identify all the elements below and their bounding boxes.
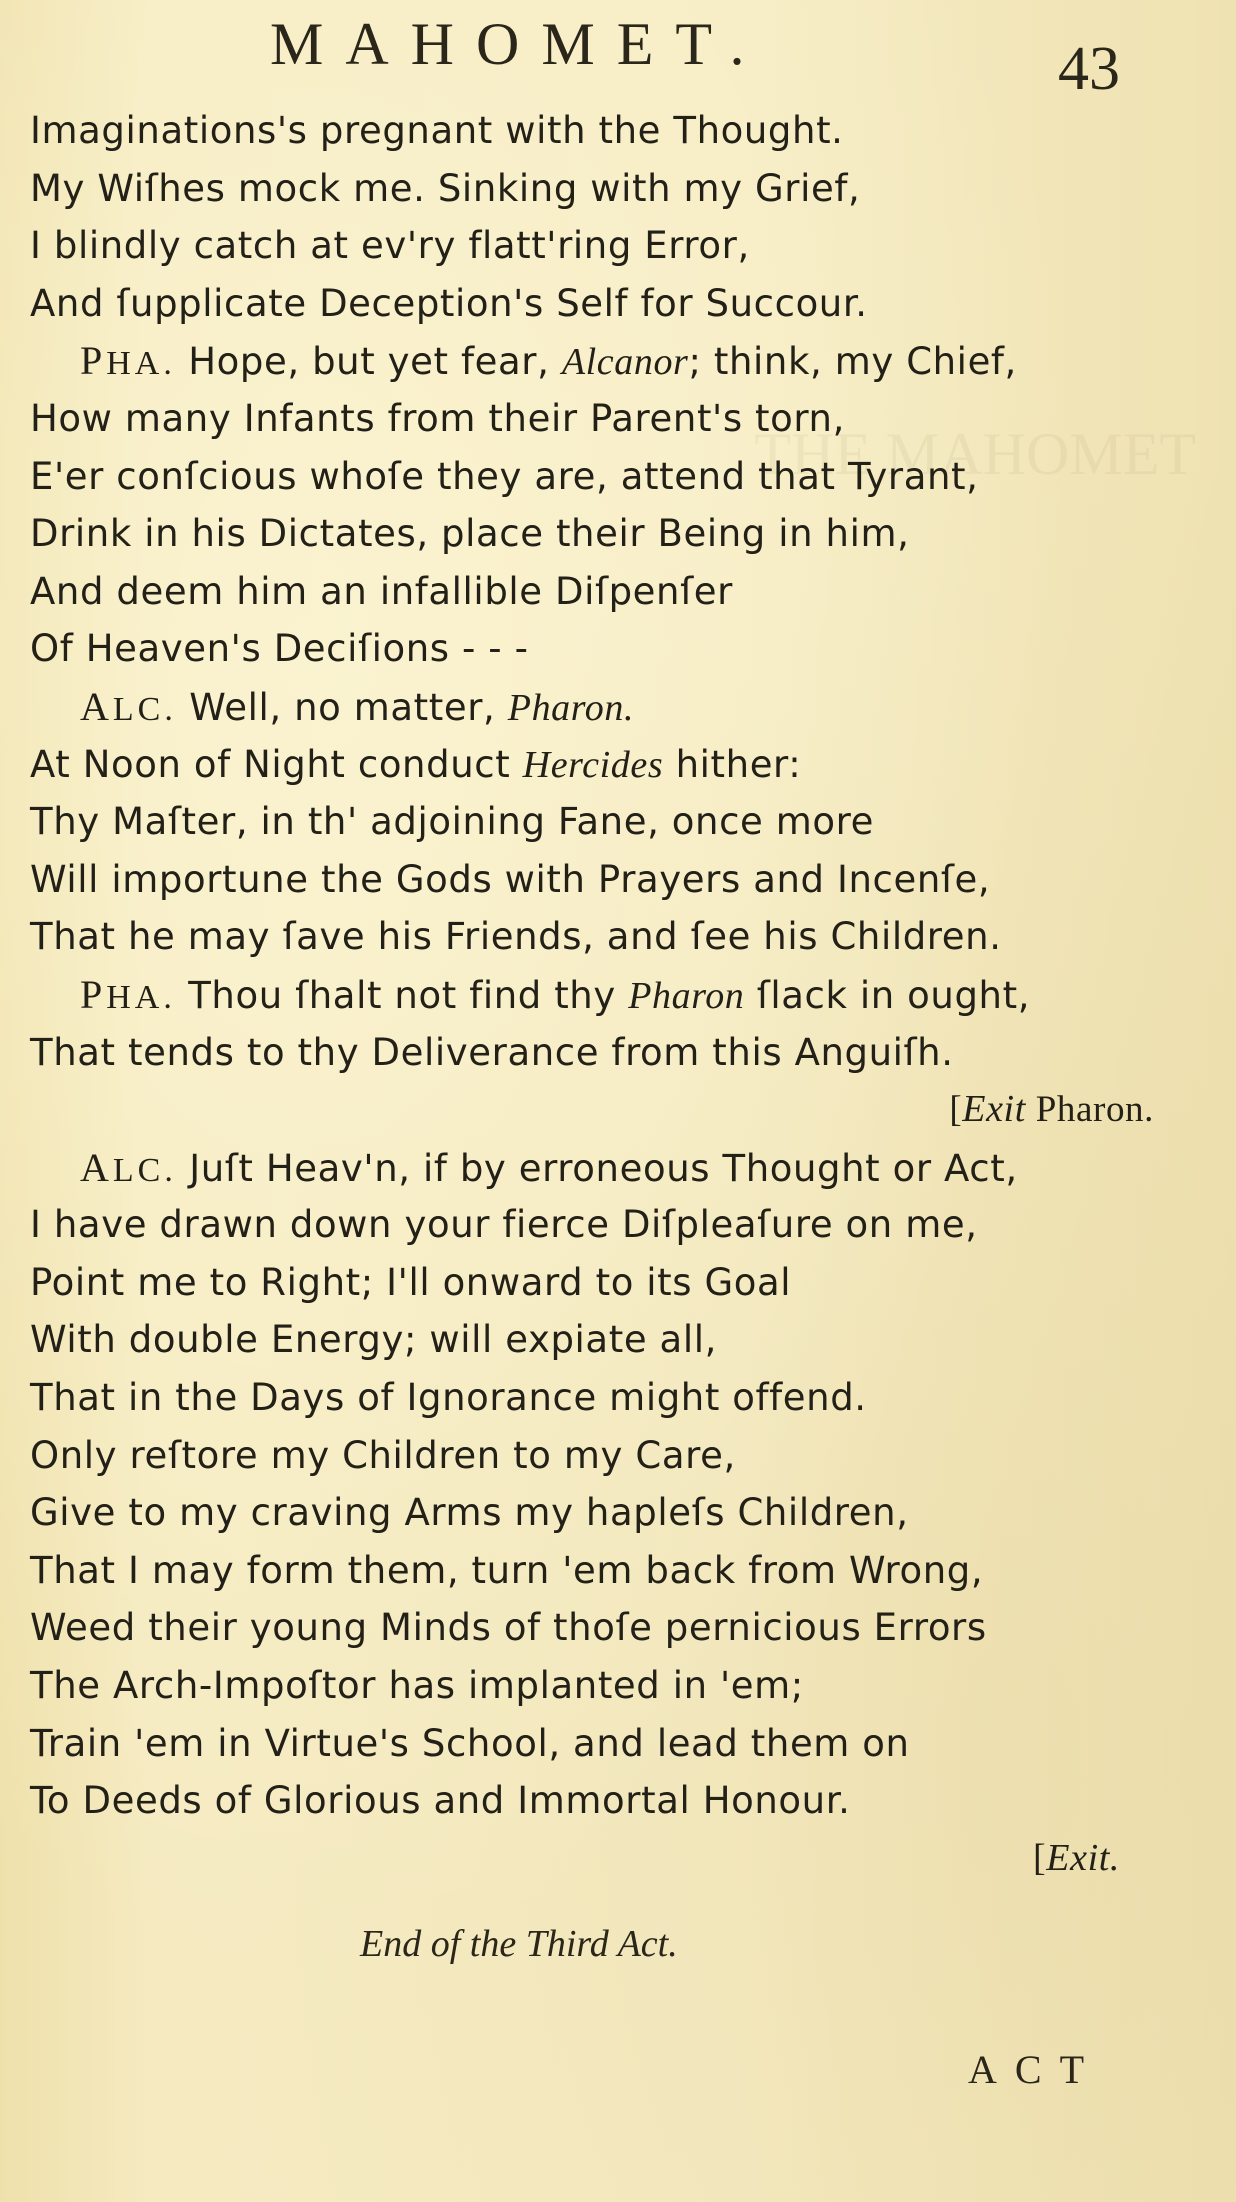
bracket: [ [1033, 1836, 1047, 1879]
verse-line: Imaginations's pregnant with the Thought. [30, 109, 844, 152]
verse-line: Of Heaven's Deciſions - - - [30, 627, 529, 671]
verse-line: That in the Days of Ignorance might offend. [30, 1376, 867, 1420]
italic-name: Alcanor [561, 341, 689, 384]
speaker-rest: HA. [106, 978, 176, 1016]
verse-line: That he may ſave his Friends, and ſee his Children. [30, 915, 1002, 959]
act-end-caption: End of the Third Act. [360, 1923, 678, 1965]
verse-line: Drink in his Dictates, place their Being in him, [30, 512, 910, 556]
verse-text: hither: [663, 742, 802, 786]
verse-line: I have drawn down your fierce Diſpleaſure on me, [30, 1203, 978, 1247]
verse-line: That tends to thy Deliverance from this Anguiſh. [30, 1030, 954, 1074]
verse-line: Give to my craving Arms my hapleſs Children, [30, 1491, 909, 1535]
stage-direction-name: Pharon. [1025, 1089, 1154, 1131]
speaker-initial: A [80, 683, 113, 729]
verse-text: At Noon of Night conduct [30, 742, 523, 786]
verse-line: And ſupplicate Deception's Self for Succour. [30, 281, 868, 325]
speaker-name [80, 683, 177, 729]
verse-line: E'er conſcious whoſe they are, attend that Tyrant, [30, 454, 979, 498]
show-through-text: THE MAHOMET [754, 421, 1196, 487]
italic-name: Pharon [628, 974, 745, 1017]
verse-line: To Deeds of Glorious and Immortal Honour. [30, 1779, 851, 1823]
running-title: MAHOMET. [270, 11, 767, 77]
verse-line [0, 736, 1236, 794]
speaker-initial: A [80, 1144, 113, 1190]
verse-line: And deem him an infallible Diſpenſer [30, 569, 733, 613]
verse-text: Hope, but yet fear, [188, 340, 562, 384]
speaker-initial: P [80, 971, 107, 1017]
verse-line: Only reſtore my Children to my Care, [30, 1433, 736, 1477]
verse-line: How many Infants from their Parent's torn, [30, 396, 845, 440]
page-number: 43 [1058, 35, 1120, 103]
speech-line [0, 1139, 1236, 1197]
play-text [0, 102, 1236, 1887]
speaker-initial: P [80, 338, 107, 384]
speech-line [0, 332, 1236, 390]
catchword: ACT [968, 2047, 1102, 2092]
verse-line: Weed their young Minds of thoſe pernicious Errors [30, 1606, 987, 1650]
verse-line: I blindly catch at ev'ry flatt'ring Error, [30, 224, 750, 268]
verse-line: Train 'em in Virtue's School, and lead them on [30, 1721, 910, 1765]
speaker-name [80, 1144, 177, 1190]
verse-text: ; think, my Chief, [688, 340, 1017, 384]
verse-line: The Arch-Impoſtor has implanted in 'em; [30, 1664, 804, 1708]
verse-text: Well, no matter, [189, 685, 508, 729]
verse-text: Juſt Heav'n, if by erroneous Thought or Act, [189, 1146, 1018, 1190]
verse-line: Point me to Right; I'll onward to its Goal [30, 1260, 792, 1304]
stage-direction [0, 1830, 1236, 1888]
verse-line: Thy Maſter, in th' adjoining Fane, once more [30, 800, 874, 844]
verse-line: That I may form them, turn 'em back from Wrong, [30, 1548, 984, 1592]
stage-direction-italic: Exit [962, 1088, 1026, 1131]
italic-name: Hercides [522, 743, 664, 786]
speaker-rest: LC. [112, 690, 177, 728]
stage-direction-italic: Exit. [1046, 1836, 1120, 1879]
speech-line [0, 966, 1236, 1024]
verse-line: My Wiſhes mock me. Sinking with my Grief, [30, 166, 861, 210]
stage-direction [0, 1081, 1236, 1139]
speaker-rest: LC. [112, 1151, 177, 1189]
speaker-rest: HA. [106, 345, 176, 383]
verse-text: Thou ſhalt not find thy [188, 973, 629, 1017]
verse-line: With double Energy; will expiate all, [30, 1318, 717, 1362]
speaker-name [80, 338, 176, 384]
verse-line: Will importune the Gods with Prayers and Incenſe, [30, 857, 991, 901]
speaker-name [80, 971, 176, 1017]
verse-text: ſlack in ought, [744, 973, 1031, 1017]
italic-name: Pharon. [507, 686, 635, 729]
bracket: [ [949, 1089, 963, 1131]
speech-line [0, 678, 1236, 736]
